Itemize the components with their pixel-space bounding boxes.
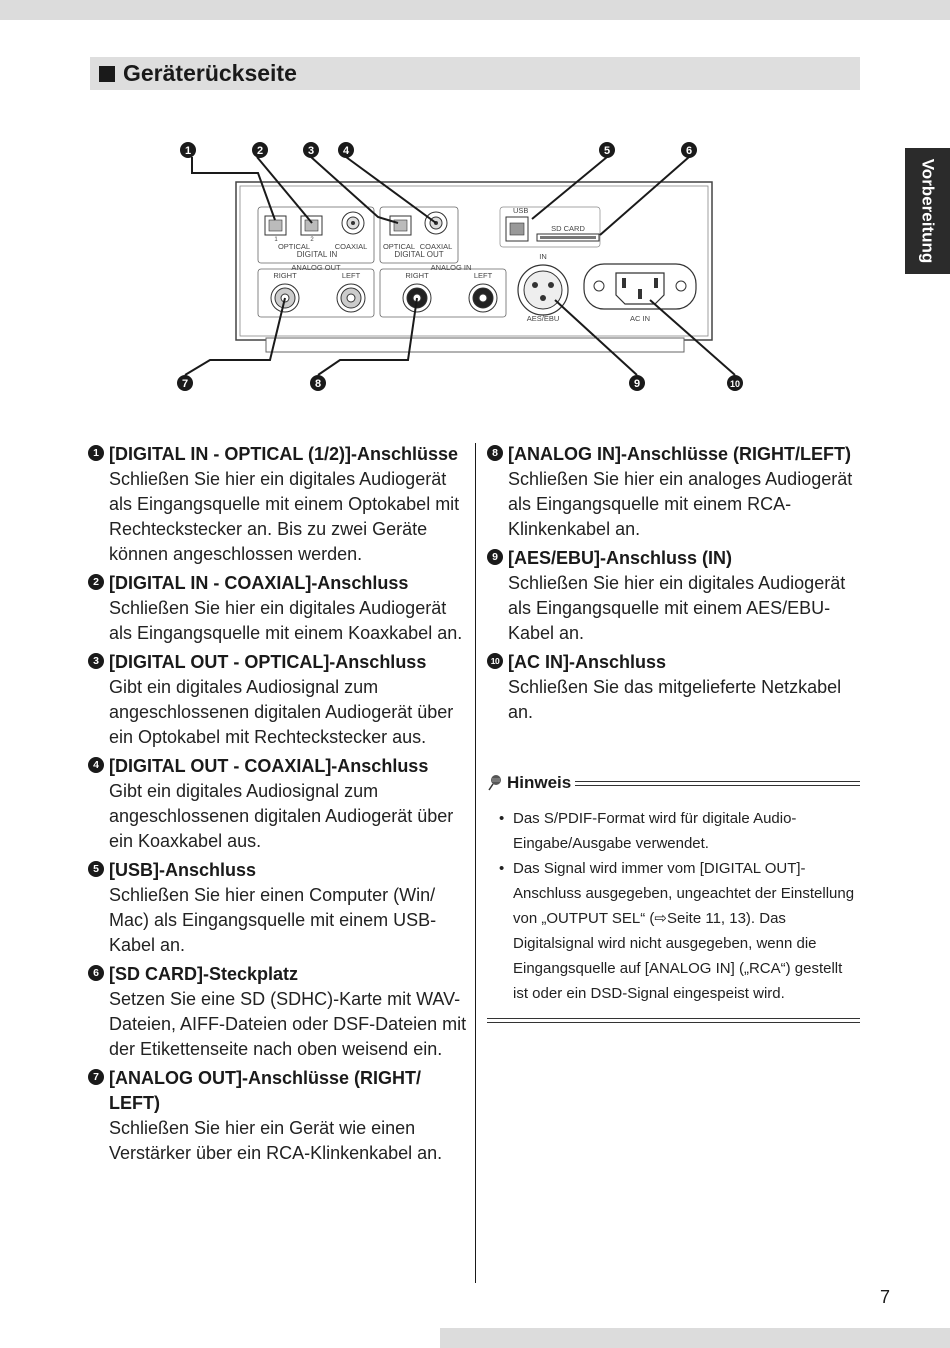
- item-title: [DIGITAL IN - COAXIAL]-Anschluss: [109, 573, 409, 593]
- svg-text:RIGHT: RIGHT: [405, 271, 429, 280]
- callout-4: [338, 142, 354, 158]
- list-item: [88, 571, 468, 646]
- bullet-icon: •: [499, 810, 505, 827]
- column-divider: [475, 443, 476, 1283]
- item-title: [ANALOG OUT]-Anschlüsse (RIGHT/ LEFT): [109, 1068, 422, 1113]
- svg-text:DIGITAL IN: DIGITAL IN: [296, 250, 338, 259]
- callout-7: [177, 375, 193, 391]
- item-title: [ANALOG IN]-Anschlüsse (RIGHT/LEFT): [508, 444, 851, 464]
- svg-text:ANALOG IN: ANALOG IN: [430, 263, 472, 272]
- list-item: [88, 858, 468, 958]
- svg-text:ANALOG OUT: ANALOG OUT: [291, 263, 341, 272]
- callout-5: [599, 142, 615, 158]
- list-item: [88, 754, 468, 854]
- callout-number: 1: [88, 445, 104, 461]
- item-description: Schließen Sie hier ein Gerät wie einen Verstärker über ein RCA-Klinkenkabel an.: [109, 1118, 443, 1163]
- item-title: [DIGITAL IN - OPTICAL (1/2)]-Anschlüsse: [109, 444, 459, 464]
- svg-text:IN: IN: [539, 252, 547, 261]
- note-item-text: Das S/PDIF-Format wird für digitale Audio-Eingabe/Ausgabe verwendet.: [513, 810, 797, 852]
- list-item: [487, 650, 862, 725]
- list-item: [487, 546, 862, 646]
- item-description: Gibt ein digitales Audiosignal zum angeschlossenen digitalen Audiogerät über ein Koaxkabel aus.: [109, 781, 454, 851]
- square-bullet-icon: [99, 66, 115, 82]
- item-title: [SD CARD]-Steckplatz: [109, 964, 299, 984]
- svg-text:2: 2: [310, 237, 314, 243]
- item-description: Schließen Sie das mitgelieferte Netzkabel an.: [508, 677, 842, 722]
- list-item: [88, 962, 468, 1062]
- callout-3: [303, 142, 319, 158]
- callout-number: 3: [88, 653, 104, 669]
- callout-number: 4: [88, 757, 104, 773]
- note-item: [487, 806, 860, 856]
- item-title: [DIGITAL OUT - COAXIAL]-Anschluss: [109, 756, 429, 776]
- list-item: [487, 442, 862, 542]
- callout-number: 5: [88, 861, 104, 877]
- item-title: [DIGITAL OUT - OPTICAL]-Anschluss: [109, 652, 427, 672]
- item-title: [AC IN]-Anschluss: [508, 652, 667, 672]
- svg-text:DIGITAL OUT: DIGITAL OUT: [394, 250, 444, 259]
- list-item: [88, 650, 468, 750]
- callout-6: [681, 142, 697, 158]
- svg-text:COAXIAL: COAXIAL: [334, 242, 368, 251]
- item-description: Setzen Sie eine SD (SDHC)-Karte mit WAV-Dateien, AIFF-Dateien oder DSF-Dateien mit der Etikettenseite nach oben weisend ein.: [109, 989, 467, 1059]
- note-list: [487, 806, 860, 1006]
- side-tab: [905, 148, 950, 274]
- svg-text:SD CARD: SD CARD: [551, 224, 585, 233]
- item-description: Gibt ein digitales Audiosignal zum angeschlossenen digitalen Audiogerät über ein Optokabel mit Rechteckstecker aus.: [109, 677, 454, 747]
- svg-text:10: 10: [729, 379, 741, 389]
- svg-text:LEFT: LEFT: [473, 271, 493, 280]
- svg-text:RIGHT: RIGHT: [273, 271, 297, 280]
- page-number: 7: [880, 1287, 891, 1307]
- svg-text:LEFT: LEFT: [341, 271, 361, 280]
- note-heading-label: Hinweis: [507, 773, 572, 792]
- item-description: Schließen Sie hier ein digitales Audiogerät als Eingangsquelle mit einem Optokabel mit Rechteckstecker an. Bis zu zwei Geräte können angeschlossen werden.: [109, 469, 460, 564]
- svg-text:OPTICAL: OPTICAL: [382, 242, 416, 251]
- svg-text:7: 7: [181, 378, 189, 390]
- svg-text:3: 3: [307, 145, 315, 157]
- list-item: [88, 1066, 468, 1166]
- note-item: [487, 856, 860, 1006]
- svg-text:USB: USB: [513, 206, 529, 215]
- svg-text:1: 1: [274, 237, 278, 243]
- section-header: [90, 57, 860, 90]
- callout-10: [727, 375, 743, 391]
- svg-text:5: 5: [603, 145, 611, 157]
- side-tab-label: Vorbereitung: [918, 158, 938, 264]
- item-title: [AES/EBU]-Anschluss (IN): [508, 548, 733, 568]
- callout-number: 7: [88, 1069, 104, 1085]
- bottom-band: [440, 1328, 950, 1348]
- callout-number: 6: [88, 965, 104, 981]
- callout-number: 2: [88, 574, 104, 590]
- item-description: Schließen Sie hier ein digitales Audiogerät als Eingangsquelle mit einem Koaxkabel an.: [109, 598, 463, 643]
- callout-2: [252, 142, 268, 158]
- callout-9: [629, 375, 645, 391]
- callout-8: [310, 375, 326, 391]
- note-item-text: Das Signal wird immer vom [DIGITAL OUT]-Anschluss ausgegeben, ungeachtet der Einstellung von „OUTPUT SEL“ (⇨Seite 11, 13). Das Digitalsignal wird nicht ausgegeben, wenn die Eingangsquelle auf [ANALOG IN] („RCA“) gestellt ist oder ein DSD-Signal eingespeist wird.: [513, 860, 855, 1002]
- callout-1: [180, 142, 196, 158]
- svg-text:9: 9: [633, 378, 641, 390]
- item-description: Schließen Sie hier einen Computer (Win/ Mac) als Eingangsquelle mit einem USB-Kabel an.: [109, 885, 437, 955]
- svg-text:2: 2: [256, 145, 264, 157]
- pushpin-icon: [487, 774, 503, 792]
- right-column: [487, 442, 862, 729]
- note-heading: [487, 770, 860, 796]
- top-band: [0, 0, 950, 20]
- svg-text:6: 6: [685, 145, 693, 157]
- item-title: [USB]-Anschluss: [109, 860, 257, 880]
- svg-text:4: 4: [342, 145, 350, 157]
- rear-panel-diagram: [170, 135, 770, 400]
- callout-number: 9: [487, 549, 503, 565]
- note-box: [487, 770, 860, 1023]
- svg-text:1: 1: [184, 145, 192, 157]
- callout-number: 10: [487, 653, 503, 669]
- svg-text:8: 8: [314, 378, 322, 390]
- note-heading-rule: [575, 781, 860, 786]
- list-item: [88, 442, 468, 567]
- svg-text:AC IN: AC IN: [629, 314, 651, 323]
- svg-text:COAXIAL: COAXIAL: [419, 242, 453, 251]
- callout-number: 8: [487, 445, 503, 461]
- svg-text:OPTICAL: OPTICAL: [277, 242, 311, 251]
- note-footer-rule: [487, 1018, 860, 1023]
- bullet-icon: •: [499, 860, 505, 877]
- item-description: Schließen Sie hier ein analoges Audiogerät als Eingangsquelle mit einem RCA-Klinkenkabel an.: [508, 469, 853, 539]
- left-column: [88, 442, 468, 1170]
- svg-text:AES/EBU: AES/EBU: [526, 314, 560, 323]
- item-description: Schließen Sie hier ein digitales Audiogerät als Eingangsquelle mit einem AES/EBU-Kabel an.: [508, 573, 846, 643]
- page-title: Geräterückseite: [123, 60, 297, 86]
